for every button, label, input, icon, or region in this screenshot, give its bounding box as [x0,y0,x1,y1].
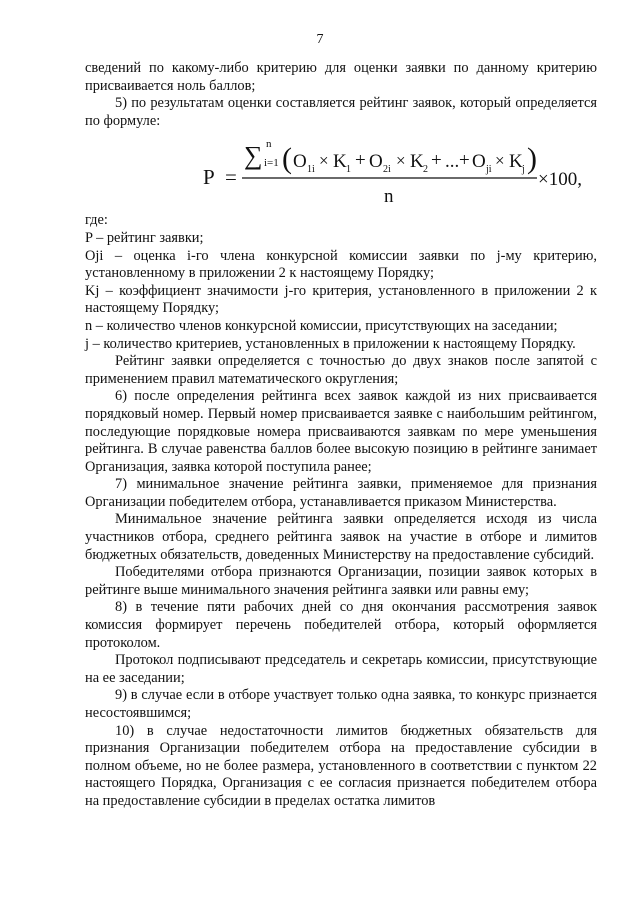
paragraph: 7) минимальное значение рейтинга заявки, применяемое для признания Организации победителем отбора, устанавливается приказом Министерства. [85,476,597,510]
formula-graphic [85,134,597,212]
formula-lhs: P [203,165,215,190]
formula-sub: 2 [423,164,428,176]
formula-sub: j [522,164,525,176]
paragraph: n – количество членов конкурсной комиссии, присутствующих на заседании; [85,317,558,334]
formula-sub: 2i [383,164,391,176]
formula-sub: 1 [346,164,351,176]
paragraph: Рейтинг заявки определяется с точностью до двух знаков после запятой с применением правил математического округления; [85,353,597,387]
paragraph: 9) в случае если в отборе участвует только одна заявка, то конкурс признается несостоявшимся; [85,687,597,721]
formula-equals: = [225,165,237,190]
formula-K: K [333,151,347,173]
formula-denominator: n [384,186,394,208]
formula-sum-lower: i=1 [264,157,279,170]
document-body [85,60,597,811]
paragraph: сведений по какому-либо критерию для оценки заявки по данному критерию присваивается ноль баллов; [85,60,597,94]
paragraph: P – рейтинг заявки; [85,229,204,246]
formula-times: × [495,151,505,171]
formula-ellipsis: ... [445,151,460,173]
rating-formula [85,134,597,212]
formula-O: O [293,151,307,173]
paragraph: j – количество критериев, установленных в приложении к настоящему Порядку. [85,335,576,352]
formula-plus: + [355,150,366,172]
formula-open-paren: ( [282,142,292,176]
formula-sub: ji [486,164,492,176]
formula-tail: ×100, [538,169,582,191]
formula-K: K [509,151,523,173]
paragraph: 6) после определения рейтинга всех заявок каждой из них присваивается порядковый номер. Первый номер присваивается заявке с наибольшим рейтингом, последующие порядковые номера присваиваются заявкам по мере уменьшения рейтинга. В случае равенства баллов более высокую позицию в рейтинге занимает Организация, заявка которой поступила ранее; [85,388,597,475]
formula-plus: + [459,150,470,172]
page-number: 7 [316,32,324,47]
formula-plus: + [431,150,442,172]
paragraph: Протокол подписывают председатель и секретарь комиссии, присутствующие на ее заседании; [85,652,597,686]
paragraph: где: [85,212,108,229]
formula-times: × [319,151,329,171]
formula-O: O [369,151,383,173]
formula-O: O [472,151,486,173]
paragraph: 8) в течение пяти рабочих дней со дня окончания рассмотрения заявок комиссия формирует перечень победителей отбора, который оформляется протоколом. [85,599,597,651]
paragraph: Kj – коэффициент значимости j-го критерия, установленного в приложении 2 к настоящему Порядку; [85,282,597,317]
formula-sigma: ∑ [244,141,263,171]
paragraph: Победителями отбора признаются Организации, позиции заявок которых в рейтинге выше минимального значения рейтинга заявки или равны ему; [85,564,597,598]
formula-K: K [410,151,424,173]
paragraph: 5) по результатам оценки составляется рейтинг заявок, который определяется по формуле: [85,95,597,129]
formula-sum-upper: n [266,138,272,151]
paragraph: Oji – оценка i-го члена конкурсной комиссии заявки по j-му критерию, установленному в приложении 2 к настоящему Порядку; [85,247,597,282]
formula-sub: 1i [307,164,315,176]
paragraph: 10) в случае недостаточности лимитов бюджетных обязательств для признания Организации победителем отбора на предоставление субсидии в полном объеме, но не более размера, установленного в соответствии с пунктом 22 настоящего Порядка, Организация с ее согласия признается победителем отбора на предоставление субсидии в пределах остатка лимитов [85,722,597,809]
formula-close-paren: ) [527,142,537,176]
paragraph: Минимальное значение рейтинга заявки определяется исходя из числа участников отбора, среднего рейтинга заявок на участие в отборе и лимитов бюджетных обязательств, доведенных Министерству на предоставление субсидий. [85,511,597,563]
formula-times: × [396,151,406,171]
